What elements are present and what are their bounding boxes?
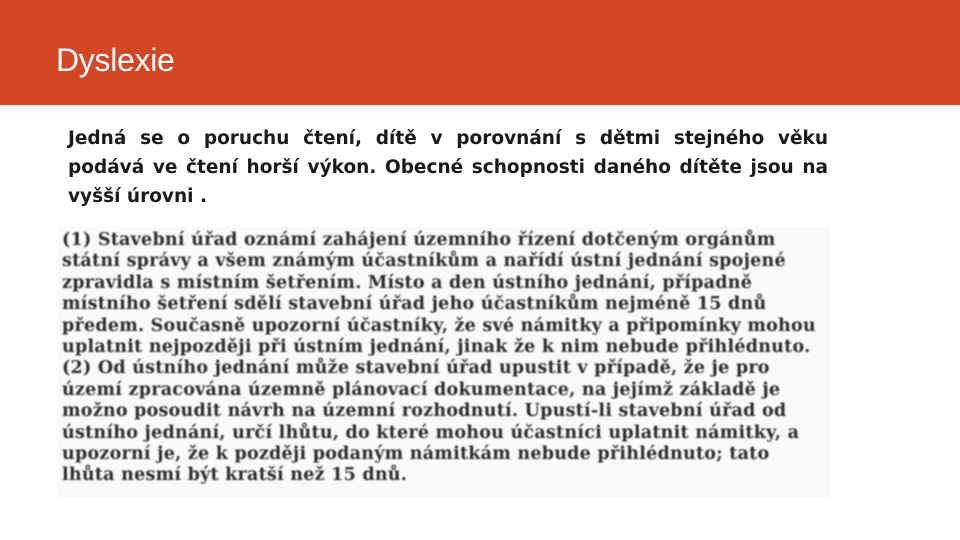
title-bar bbox=[0, 0, 960, 105]
scanned-text-line: uplatnit nejpozději při ústním jednání, jinak že k nim nebude přihlédnuto. bbox=[62, 337, 811, 358]
scanned-text-line: možno posoudit návrh na územní rozhodnutí. Upustí-li stavební úřad od bbox=[62, 401, 787, 422]
body-paragraph: Jedná se o poruchu čtení, dítě v porovnání s dětmi stejného věku podává ve čtení horší výkon. Obecné schopnosti daného dítěte jsou na vyšší úrovni . bbox=[68, 128, 828, 207]
scanned-text-line: ústního jednání, určí lhůtu, do které mohou účastníci uplatnit námitky, a bbox=[62, 422, 800, 443]
scanned-text-line: místního šetření sdělí stavební úřad jeho účastníkům nejméně 15 dnů bbox=[62, 294, 767, 315]
scanned-text-line: území zpracována územně plánovací dokumentace, na jejímž základě je bbox=[62, 379, 781, 400]
scanned-text-line: (1) Stavební úřad oznámí zahájení územního řízení dotčeným orgánům bbox=[62, 230, 776, 250]
slide-title: Dyslexie bbox=[56, 42, 175, 78]
scanned-text-line: upozorní je, že k později podaným námitkám nebude přihlédnuto; tato bbox=[62, 444, 770, 465]
scanned-text-line: předem. Současně upozorní účastníky, že své námitky a připomínky mohou bbox=[62, 315, 816, 336]
scanned-text-line: (2) Od ústního jednání může stavební úřad upustit v případě, že je pro bbox=[62, 358, 770, 379]
scanned-text-line: státní správy a všem známým účastníkům a nařídí ústní jednání spojené bbox=[62, 251, 786, 272]
scanned-text-line: lhůta nesmí být kratší než 15 dnů. bbox=[62, 465, 408, 486]
scanned-text-block bbox=[58, 226, 830, 487]
scanned-text-line: zpravidla s místním šetřením. Místo a den ústního jednání, případně bbox=[62, 272, 753, 293]
scanned-text-image bbox=[58, 226, 830, 498]
